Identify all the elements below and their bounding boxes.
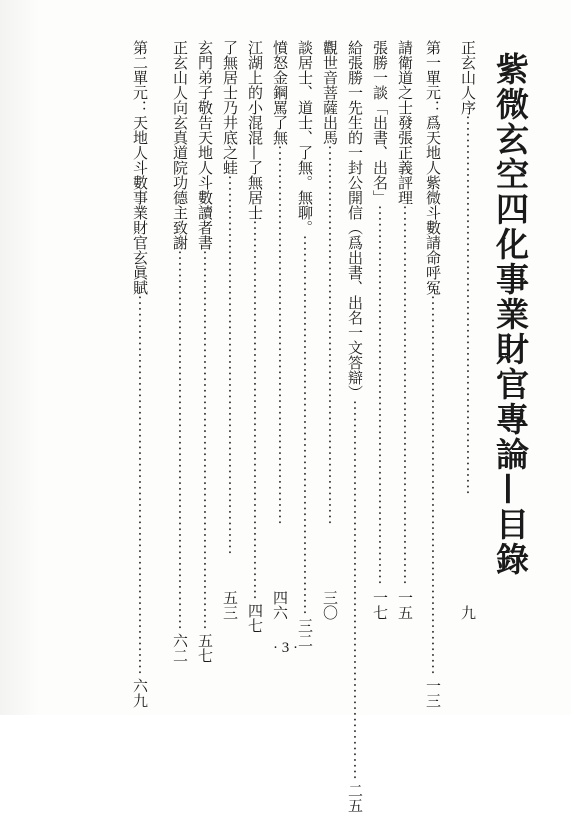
table-of-contents <box>118 40 483 813</box>
toc-leader: ·································································· <box>196 250 214 631</box>
toc-entry-text: 張勝一談「出書、出名」 <box>371 40 389 205</box>
toc-leader: ·································································· <box>321 145 339 526</box>
toc-entry-text: 請衛道之士發張正義評理 <box>396 40 414 205</box>
toc-entry <box>170 40 190 663</box>
toc-entry <box>458 40 478 620</box>
toc-leader: ·································································· <box>131 295 149 676</box>
toc-entry-page: 九 <box>459 605 477 620</box>
page-number: · 3 · <box>273 640 298 656</box>
toc-leader: ·································································· <box>271 145 289 526</box>
toc-entry-page: 一七 <box>371 590 389 620</box>
toc-entry <box>370 40 390 620</box>
toc-entry <box>345 40 365 813</box>
toc-entry-page: 六九 <box>131 677 149 708</box>
toc-entry-text: 江湖上的小混混—了無居士 <box>246 40 264 220</box>
toc-entry-text: 給張勝一先生的一封公開信（爲出書、出名一文答辯） <box>346 40 364 400</box>
toc-leader: ·································································· <box>371 205 389 586</box>
toc-entry-page: 一五 <box>396 590 414 620</box>
toc-entry-page: 五七 <box>196 632 214 663</box>
toc-entry <box>245 40 265 633</box>
toc-entry-page: 三〇 <box>321 590 339 620</box>
toc-entry-text: 了無居士乃井底之蛙 <box>221 40 239 175</box>
toc-entry <box>395 40 415 620</box>
toc-entry-page: 四六 <box>271 590 289 620</box>
toc-entry-text: 玄門弟子敬告天地人斗數讀者書 <box>196 40 214 250</box>
toc-entry <box>220 40 240 620</box>
scan-shading <box>0 0 40 715</box>
toc-entry-text: 談居士、道士、了無。無聊。 <box>296 40 314 235</box>
toc-entry-text: 憤怒金鋼罵了無 <box>271 40 289 145</box>
toc-entry-page: 六二 <box>171 632 189 663</box>
toc-entry-page: 一三 <box>424 677 442 708</box>
toc-entry <box>295 40 315 648</box>
toc-entry-text: 正玄山人序 <box>459 40 477 115</box>
toc-entry-page: 三二 <box>296 617 314 648</box>
toc-entry <box>130 40 150 708</box>
toc-leader: ·································································· <box>171 250 189 631</box>
toc-entry-page: 二五 <box>346 782 364 813</box>
toc-leader: ·································································· <box>246 220 264 601</box>
toc-entry <box>195 40 215 663</box>
toc-leader: ·································································· <box>396 205 414 586</box>
toc-leader: ·································································· <box>424 295 442 676</box>
toc-entry <box>270 40 290 620</box>
toc-leader: ·································································· <box>221 175 239 556</box>
toc-leader: ·································································· <box>346 400 364 781</box>
toc-entry-text: 第一單元：爲天地人紫微斗數請命呼冤 <box>424 40 442 295</box>
toc-entry <box>423 40 443 708</box>
toc-leader: ·································································· <box>459 115 477 496</box>
toc-leader: ·································································· <box>296 235 314 616</box>
page-title: 紫微玄空四化事業財官專論—目錄 <box>491 52 530 577</box>
toc-entry-page: 四七 <box>246 602 264 633</box>
toc-entry-text: 正玄山人向玄真道院功德主致謝 <box>171 40 189 250</box>
toc-entry-text: 第二單元：天地人斗數事業財官玄眞賦 <box>131 40 149 295</box>
toc-entry <box>320 40 340 620</box>
toc-entry-page: 五三 <box>221 590 239 620</box>
toc-entry-text: 觀世音菩薩出馬 <box>321 40 339 145</box>
